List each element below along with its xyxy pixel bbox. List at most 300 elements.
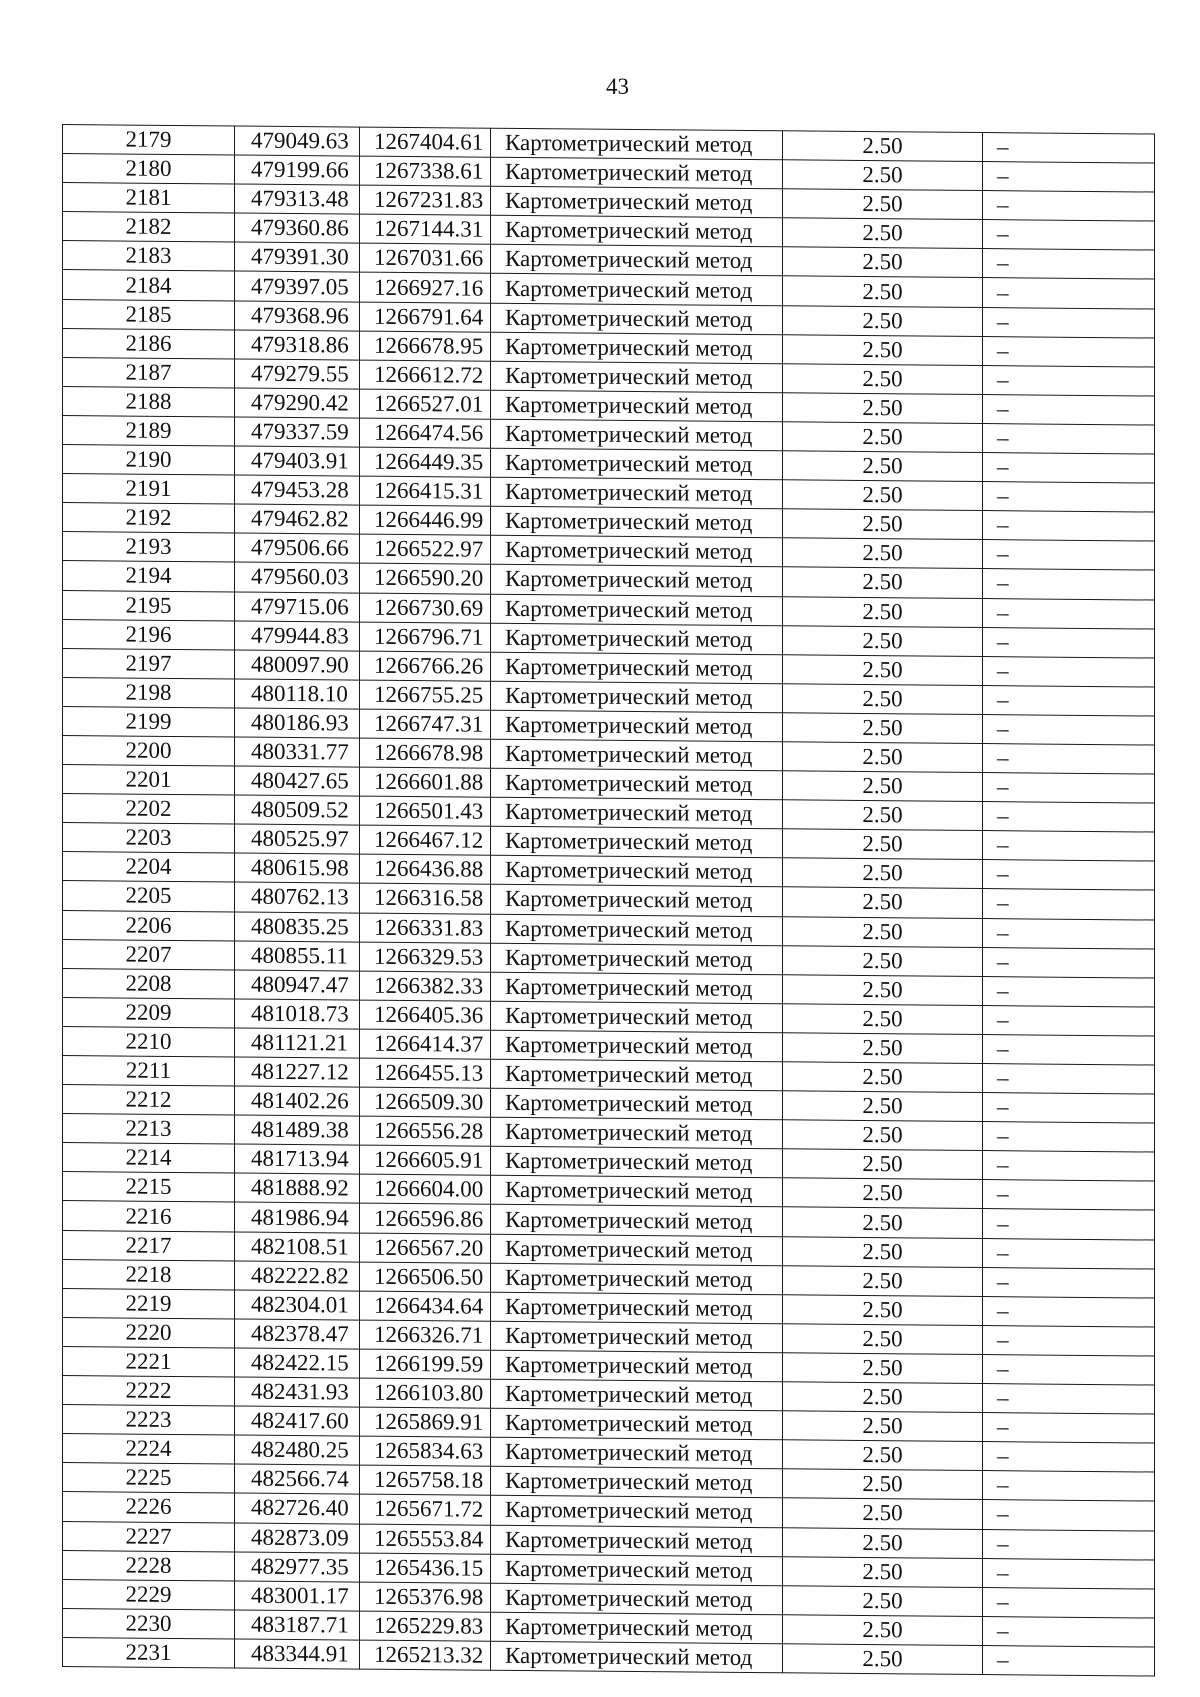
y-coordinate-cell: 1267144.31 <box>360 214 491 244</box>
accuracy-cell: 2.50 <box>783 1644 983 1675</box>
x-coordinate-cell: 481121.21 <box>235 1028 360 1058</box>
point-number-cell: 2190 <box>63 445 235 476</box>
accuracy-cell: 2.50 <box>783 1324 983 1355</box>
x-coordinate-cell: 483001.17 <box>235 1581 360 1611</box>
x-coordinate-cell: 480525.97 <box>235 824 360 854</box>
point-number-cell: 2182 <box>63 212 235 243</box>
y-coordinate-cell: 1267231.83 <box>360 185 491 215</box>
accuracy-cell: 2.50 <box>783 334 983 365</box>
x-coordinate-cell: 479337.59 <box>235 417 360 447</box>
point-number-cell: 2218 <box>63 1259 235 1290</box>
method-cell: Картометрический метод <box>491 914 783 946</box>
point-number-cell: 2231 <box>63 1637 235 1668</box>
method-cell: Картометрический метод <box>491 1001 783 1033</box>
accuracy-cell: 2.50 <box>783 364 983 395</box>
accuracy-cell: 2.50 <box>783 800 983 831</box>
accuracy-cell: 2.50 <box>783 480 983 511</box>
description-cell: – <box>983 453 1155 484</box>
method-cell: Картометрический метод <box>491 1117 783 1149</box>
method-cell: Картометрический метод <box>491 972 783 1004</box>
method-cell: Картометрический метод <box>491 1088 783 1120</box>
y-coordinate-cell: 1266678.98 <box>360 738 491 768</box>
point-number-cell: 2212 <box>63 1085 235 1116</box>
description-cell: – <box>983 1500 1155 1531</box>
point-number-cell: 2183 <box>63 241 235 272</box>
method-cell: Картометрический метод <box>491 128 783 160</box>
y-coordinate-cell: 1266590.20 <box>360 564 491 594</box>
description-cell: – <box>983 802 1155 833</box>
y-coordinate-cell: 1266446.99 <box>360 505 491 535</box>
point-number-cell: 2223 <box>63 1405 235 1436</box>
description-cell: – <box>983 307 1155 338</box>
description-cell: – <box>983 220 1155 251</box>
x-coordinate-cell: 481713.94 <box>235 1144 360 1174</box>
point-number-cell: 2204 <box>63 852 235 883</box>
description-cell: – <box>983 423 1155 454</box>
y-coordinate-cell: 1266506.50 <box>360 1262 491 1292</box>
method-cell: Картометрический метод <box>491 1350 783 1382</box>
x-coordinate-cell: 482873.09 <box>235 1523 360 1553</box>
description-cell: – <box>983 1005 1155 1036</box>
y-coordinate-cell: 1266791.64 <box>360 302 491 332</box>
method-cell: Картометрический метод <box>491 448 783 480</box>
point-number-cell: 2228 <box>63 1550 235 1581</box>
y-coordinate-cell: 1266612.72 <box>360 360 491 390</box>
accuracy-cell: 2.50 <box>783 1498 983 1529</box>
description-cell: – <box>983 976 1155 1007</box>
description-cell: – <box>983 249 1155 280</box>
point-number-cell: 2179 <box>63 125 235 156</box>
point-number-cell: 2201 <box>63 765 235 796</box>
x-coordinate-cell: 480097.90 <box>235 650 360 680</box>
x-coordinate-cell: 482726.40 <box>235 1493 360 1523</box>
y-coordinate-cell: 1266755.25 <box>360 680 491 710</box>
accuracy-cell: 2.50 <box>783 1265 983 1296</box>
y-coordinate-cell: 1265671.72 <box>360 1495 491 1525</box>
point-number-cell: 2224 <box>63 1434 235 1465</box>
y-coordinate-cell: 1267338.61 <box>360 156 491 186</box>
point-number-cell: 2214 <box>63 1143 235 1174</box>
x-coordinate-cell: 482108.51 <box>235 1232 360 1262</box>
y-coordinate-cell: 1266326.71 <box>360 1320 491 1350</box>
method-cell: Картометрический метод <box>491 1147 783 1179</box>
description-cell: – <box>983 831 1155 862</box>
accuracy-cell: 2.50 <box>783 1469 983 1500</box>
point-number-cell: 2187 <box>63 357 235 388</box>
y-coordinate-cell: 1266329.53 <box>360 942 491 972</box>
method-cell: Картометрический метод <box>491 565 783 597</box>
x-coordinate-cell: 479318.86 <box>235 330 360 360</box>
x-coordinate-cell: 481227.12 <box>235 1057 360 1087</box>
x-coordinate-cell: 479462.82 <box>235 504 360 534</box>
x-coordinate-cell: 479560.03 <box>235 562 360 592</box>
y-coordinate-cell: 1266449.35 <box>360 447 491 477</box>
method-cell: Картометрический метод <box>491 1583 783 1615</box>
method-cell: Картометрический метод <box>491 681 783 713</box>
method-cell: Картометрический метод <box>491 274 783 306</box>
accuracy-cell: 2.50 <box>783 713 983 744</box>
method-cell: Картометрический метод <box>491 1205 783 1237</box>
point-number-cell: 2197 <box>63 648 235 679</box>
accuracy-cell: 2.50 <box>783 422 983 453</box>
method-cell: Картометрический метод <box>491 361 783 393</box>
point-number-cell: 2210 <box>63 1026 235 1057</box>
x-coordinate-cell: 480118.10 <box>235 679 360 709</box>
description-cell: – <box>983 1209 1155 1240</box>
x-coordinate-cell: 482431.93 <box>235 1377 360 1407</box>
point-number-cell: 2181 <box>63 183 235 214</box>
accuracy-cell: 2.50 <box>783 975 983 1006</box>
x-coordinate-cell: 479368.96 <box>235 301 360 331</box>
accuracy-cell: 2.50 <box>783 1004 983 1035</box>
y-coordinate-cell: 1265213.32 <box>360 1640 491 1670</box>
x-coordinate-cell: 479506.66 <box>235 533 360 563</box>
x-coordinate-cell: 479715.06 <box>235 592 360 622</box>
method-cell: Картометрический метод <box>491 710 783 742</box>
accuracy-cell: 2.50 <box>783 1207 983 1238</box>
accuracy-cell: 2.50 <box>783 625 983 656</box>
accuracy-cell: 2.50 <box>783 596 983 627</box>
accuracy-cell: 2.50 <box>783 945 983 976</box>
description-cell: – <box>983 598 1155 629</box>
x-coordinate-cell: 480331.77 <box>235 737 360 767</box>
accuracy-cell: 2.50 <box>783 1295 983 1326</box>
y-coordinate-cell: 1265758.18 <box>360 1465 491 1495</box>
point-number-cell: 2227 <box>63 1521 235 1552</box>
accuracy-cell: 2.50 <box>783 829 983 860</box>
point-number-cell: 2205 <box>63 881 235 912</box>
description-cell: – <box>983 889 1155 920</box>
y-coordinate-cell: 1266766.26 <box>360 651 491 681</box>
x-coordinate-cell: 482480.25 <box>235 1435 360 1465</box>
point-number-cell: 2202 <box>63 794 235 825</box>
description-cell: – <box>983 1616 1155 1647</box>
description-cell: – <box>983 162 1155 193</box>
accuracy-cell: 2.50 <box>783 160 983 191</box>
y-coordinate-cell: 1266567.20 <box>360 1233 491 1263</box>
point-number-cell: 2211 <box>63 1056 235 1087</box>
y-coordinate-cell: 1265553.84 <box>360 1524 491 1554</box>
x-coordinate-cell: 481018.73 <box>235 999 360 1029</box>
description-cell: – <box>983 1442 1155 1473</box>
point-number-cell: 2208 <box>63 968 235 999</box>
accuracy-cell: 2.50 <box>783 247 983 278</box>
y-coordinate-cell: 1265834.63 <box>360 1436 491 1466</box>
accuracy-cell: 2.50 <box>783 567 983 598</box>
method-cell: Картометрический метод <box>491 826 783 858</box>
x-coordinate-cell: 480427.65 <box>235 766 360 796</box>
y-coordinate-cell: 1266316.58 <box>360 884 491 914</box>
description-cell: – <box>983 365 1155 396</box>
x-coordinate-cell: 479403.91 <box>235 446 360 476</box>
description-cell: – <box>983 540 1155 571</box>
y-coordinate-cell: 1266199.59 <box>360 1349 491 1379</box>
accuracy-cell: 2.50 <box>783 1527 983 1558</box>
y-coordinate-cell: 1266747.31 <box>360 709 491 739</box>
point-number-cell: 2207 <box>63 939 235 970</box>
x-coordinate-cell: 481986.94 <box>235 1202 360 1232</box>
y-coordinate-cell: 1266730.69 <box>360 593 491 623</box>
description-cell: – <box>983 685 1155 716</box>
y-coordinate-cell: 1266509.30 <box>360 1087 491 1117</box>
point-number-cell: 2217 <box>63 1230 235 1261</box>
x-coordinate-cell: 482417.60 <box>235 1406 360 1436</box>
x-coordinate-cell: 482378.47 <box>235 1319 360 1349</box>
x-coordinate-cell: 482566.74 <box>235 1464 360 1494</box>
method-cell: Картометрический метод <box>491 856 783 888</box>
accuracy-cell: 2.50 <box>783 742 983 773</box>
x-coordinate-cell: 479313.48 <box>235 184 360 214</box>
description-cell: – <box>983 1645 1155 1676</box>
y-coordinate-cell: 1265869.91 <box>360 1407 491 1437</box>
accuracy-cell: 2.50 <box>783 509 983 540</box>
accuracy-cell: 2.50 <box>783 1556 983 1587</box>
method-cell: Картометрический метод <box>491 1496 783 1528</box>
accuracy-cell: 2.50 <box>783 1062 983 1093</box>
y-coordinate-cell: 1266103.80 <box>360 1378 491 1408</box>
description-cell: – <box>983 744 1155 775</box>
method-cell: Картометрический метод <box>491 1554 783 1586</box>
y-coordinate-cell: 1265229.83 <box>360 1611 491 1641</box>
point-number-cell: 2200 <box>63 735 235 766</box>
point-number-cell: 2206 <box>63 910 235 941</box>
description-cell: – <box>983 1151 1155 1182</box>
x-coordinate-cell: 482422.15 <box>235 1348 360 1378</box>
description-cell: – <box>983 1267 1155 1298</box>
accuracy-cell: 2.50 <box>783 393 983 424</box>
y-coordinate-cell: 1266604.00 <box>360 1174 491 1204</box>
y-coordinate-cell: 1266527.01 <box>360 389 491 419</box>
method-cell: Картометрический метод <box>491 419 783 451</box>
accuracy-cell: 2.50 <box>783 1120 983 1151</box>
point-number-cell: 2222 <box>63 1376 235 1407</box>
x-coordinate-cell: 482304.01 <box>235 1290 360 1320</box>
description-cell: – <box>983 511 1155 542</box>
x-coordinate-cell: 482977.35 <box>235 1552 360 1582</box>
accuracy-cell: 2.50 <box>783 654 983 685</box>
y-coordinate-cell: 1266474.56 <box>360 418 491 448</box>
description-cell: – <box>983 1034 1155 1065</box>
y-coordinate-cell: 1266434.64 <box>360 1291 491 1321</box>
method-cell: Картометрический метод <box>491 536 783 568</box>
method-cell: Картометрический метод <box>491 1408 783 1440</box>
accuracy-cell: 2.50 <box>783 1615 983 1646</box>
y-coordinate-cell: 1266601.88 <box>360 767 491 797</box>
description-cell: – <box>983 1238 1155 1269</box>
point-number-cell: 2216 <box>63 1201 235 1232</box>
method-cell: Картометрический метод <box>491 1234 783 1266</box>
x-coordinate-cell: 479391.30 <box>235 242 360 272</box>
accuracy-cell: 2.50 <box>783 887 983 918</box>
accuracy-cell: 2.50 <box>783 858 983 889</box>
y-coordinate-cell: 1266678.95 <box>360 331 491 361</box>
y-coordinate-cell: 1266596.86 <box>360 1204 491 1234</box>
description-cell: – <box>983 1558 1155 1589</box>
point-number-cell: 2230 <box>63 1608 235 1639</box>
y-coordinate-cell: 1266796.71 <box>360 622 491 652</box>
accuracy-cell: 2.50 <box>783 1440 983 1471</box>
description-cell: – <box>983 1384 1155 1415</box>
y-coordinate-cell: 1266605.91 <box>360 1145 491 1175</box>
method-cell: Картометрический метод <box>491 245 783 277</box>
x-coordinate-cell: 479279.55 <box>235 359 360 389</box>
description-cell: – <box>983 860 1155 891</box>
x-coordinate-cell: 479453.28 <box>235 475 360 505</box>
point-number-cell: 2220 <box>63 1317 235 1348</box>
description-cell: – <box>983 1122 1155 1153</box>
accuracy-cell: 2.50 <box>783 131 983 162</box>
description-cell: – <box>983 133 1155 164</box>
page-number: 43 <box>606 74 629 99</box>
method-cell: Картометрический метод <box>491 943 783 975</box>
point-number-cell: 2219 <box>63 1288 235 1319</box>
description-cell: – <box>983 1296 1155 1327</box>
accuracy-cell: 2.50 <box>783 771 983 802</box>
description-cell: – <box>983 773 1155 804</box>
accuracy-cell: 2.50 <box>783 1149 983 1180</box>
y-coordinate-cell: 1265376.98 <box>360 1582 491 1612</box>
method-cell: Картометрический метод <box>491 1525 783 1557</box>
method-cell: Картометрический метод <box>491 186 783 218</box>
y-coordinate-cell: 1266382.33 <box>360 971 491 1001</box>
y-coordinate-cell: 1266501.43 <box>360 796 491 826</box>
point-number-cell: 2185 <box>63 299 235 330</box>
method-cell: Картометрический метод <box>491 1176 783 1208</box>
description-cell: – <box>983 394 1155 425</box>
method-cell: Картометрический метод <box>491 1467 783 1499</box>
x-coordinate-cell: 479397.05 <box>235 271 360 301</box>
x-coordinate-cell: 483344.91 <box>235 1639 360 1669</box>
point-number-cell: 2180 <box>63 154 235 185</box>
description-cell: – <box>983 1529 1155 1560</box>
point-number-cell: 2199 <box>63 706 235 737</box>
point-number-cell: 2193 <box>63 532 235 563</box>
point-number-cell: 2192 <box>63 503 235 534</box>
y-coordinate-cell: 1266415.31 <box>360 476 491 506</box>
method-cell: Картометрический метод <box>491 390 783 422</box>
x-coordinate-cell: 479360.86 <box>235 213 360 243</box>
point-number-cell: 2221 <box>63 1346 235 1377</box>
point-number-cell: 2196 <box>63 619 235 650</box>
x-coordinate-cell: 479944.83 <box>235 621 360 651</box>
method-cell: Картометрический метод <box>491 1379 783 1411</box>
description-cell: – <box>983 278 1155 309</box>
y-coordinate-cell: 1266436.88 <box>360 854 491 884</box>
method-cell: Картометрический метод <box>491 1292 783 1324</box>
point-number-cell: 2215 <box>63 1172 235 1203</box>
method-cell: Картометрический метод <box>491 623 783 655</box>
method-cell: Картометрический метод <box>491 594 783 626</box>
description-cell: – <box>983 1180 1155 1211</box>
point-number-cell: 2188 <box>63 386 235 417</box>
method-cell: Картометрический метод <box>491 768 783 800</box>
y-coordinate-cell: 1266522.97 <box>360 534 491 564</box>
point-number-cell: 2213 <box>63 1114 235 1145</box>
point-number-cell: 2184 <box>63 270 235 301</box>
description-cell: – <box>983 656 1155 687</box>
description-cell: – <box>983 1413 1155 1444</box>
y-coordinate-cell: 1266927.16 <box>360 273 491 303</box>
x-coordinate-cell: 480762.13 <box>235 882 360 912</box>
method-cell: Картометрический метод <box>491 303 783 335</box>
point-number-cell: 2209 <box>63 997 235 1028</box>
method-cell: Картометрический метод <box>491 477 783 509</box>
accuracy-cell: 2.50 <box>783 684 983 715</box>
method-cell: Картометрический метод <box>491 1612 783 1644</box>
method-cell: Картометрический метод <box>491 1321 783 1353</box>
description-cell: – <box>983 191 1155 222</box>
method-cell: Картометрический метод <box>491 1437 783 1469</box>
accuracy-cell: 2.50 <box>783 1091 983 1122</box>
point-number-cell: 2189 <box>63 415 235 446</box>
description-cell: – <box>983 1325 1155 1356</box>
method-cell: Картометрический метод <box>491 332 783 364</box>
accuracy-cell: 2.50 <box>783 1353 983 1384</box>
method-cell: Картометрический метод <box>491 1059 783 1091</box>
accuracy-cell: 2.50 <box>783 1236 983 1267</box>
x-coordinate-cell: 480509.52 <box>235 795 360 825</box>
x-coordinate-cell: 479049.63 <box>235 126 360 156</box>
y-coordinate-cell: 1266556.28 <box>360 1116 491 1146</box>
coordinates-table-body <box>63 125 1155 1676</box>
description-cell: – <box>983 1587 1155 1618</box>
y-coordinate-cell: 1266414.37 <box>360 1029 491 1059</box>
method-cell: Картометрический метод <box>491 739 783 771</box>
x-coordinate-cell: 480855.11 <box>235 941 360 971</box>
x-coordinate-cell: 479199.66 <box>235 155 360 185</box>
description-cell: – <box>983 1064 1155 1095</box>
method-cell: Картометрический метод <box>491 797 783 829</box>
point-number-cell: 2194 <box>63 561 235 592</box>
accuracy-cell: 2.50 <box>783 451 983 482</box>
accuracy-cell: 2.50 <box>783 916 983 947</box>
method-cell: Картометрический метод <box>491 1030 783 1062</box>
x-coordinate-cell: 481489.38 <box>235 1115 360 1145</box>
method-cell: Картометрический метод <box>491 652 783 684</box>
point-number-cell: 2195 <box>63 590 235 621</box>
accuracy-cell: 2.50 <box>783 276 983 307</box>
point-number-cell: 2225 <box>63 1463 235 1494</box>
x-coordinate-cell: 480835.25 <box>235 912 360 942</box>
x-coordinate-cell: 483187.71 <box>235 1610 360 1640</box>
description-cell: – <box>983 1354 1155 1385</box>
method-cell: Картометрический метод <box>491 1263 783 1295</box>
accuracy-cell: 2.50 <box>783 1178 983 1209</box>
y-coordinate-cell: 1267404.61 <box>360 127 491 157</box>
y-coordinate-cell: 1266405.36 <box>360 1000 491 1030</box>
point-number-cell: 2229 <box>63 1579 235 1610</box>
x-coordinate-cell: 480615.98 <box>235 853 360 883</box>
point-number-cell: 2186 <box>63 328 235 359</box>
point-number-cell: 2198 <box>63 677 235 708</box>
description-cell: – <box>983 714 1155 745</box>
description-cell: – <box>983 947 1155 978</box>
y-coordinate-cell: 1266467.12 <box>360 825 491 855</box>
description-cell: – <box>983 627 1155 658</box>
method-cell: Картометрический метод <box>491 216 783 248</box>
method-cell: Картометрический метод <box>491 157 783 189</box>
method-cell: Картометрический метод <box>491 1641 783 1673</box>
y-coordinate-cell: 1266331.83 <box>360 913 491 943</box>
x-coordinate-cell: 479290.42 <box>235 388 360 418</box>
y-coordinate-cell: 1266455.13 <box>360 1058 491 1088</box>
description-cell: – <box>983 482 1155 513</box>
method-cell: Картометрический метод <box>491 885 783 917</box>
x-coordinate-cell: 481402.26 <box>235 1086 360 1116</box>
accuracy-cell: 2.50 <box>783 1033 983 1064</box>
method-cell: Картометрический метод <box>491 506 783 538</box>
point-number-cell: 2191 <box>63 474 235 505</box>
